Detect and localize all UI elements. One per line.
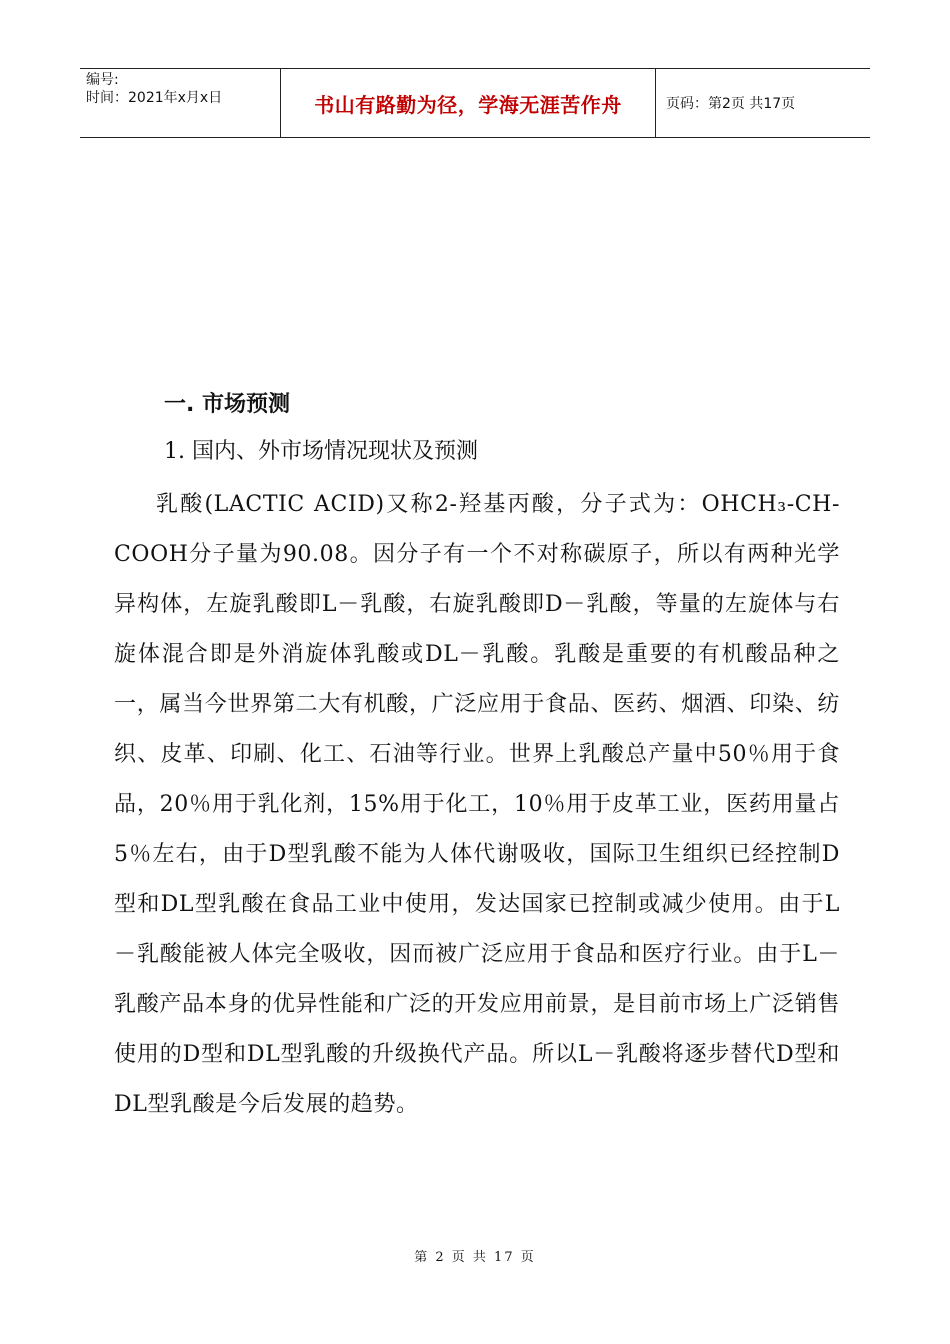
header-page-cell bbox=[656, 69, 870, 137]
header-meta-cell bbox=[80, 69, 281, 137]
header-motto: 书山有路勤为径，学海无涯苦作舟 bbox=[314, 92, 622, 117]
body-paragraph: 乳酸(LACTIC ACID)又称2-羟基丙酸，分子式为：OHCH₃-CH-COOH分子量为90.08。因分子有一个不对称碳原子，所以有两种光学异构体，左旋乳酸即L－乳酸，右旋乳酸即D－乳酸，等量的左旋体与右旋体混合即是外消旋体乳酸或DL－乳酸。乳酸是重要的有机酸品种之一，属当今世界第二大有机酸，广泛应用于食品、医药、烟酒、印染、纺织、皮革、印刷、化工、石油等行业。世界上乳酸总产量中50％用于食品，20％用于乳化剂，15%用于化工，10％用于皮革工业，医药用量占5％左右，由于D型乳酸不能为人体代谢吸收，国际卫生组织已经控制D型和DL型乳酸在食品工业中使用，发达国家已控制或减少使用。由于L－乳酸能被人体完全吸收，因而被广泛应用于食品和医疗行业。由于L－乳酸产品本身的优异性能和广泛的开发应用前景，是目前市场上广泛销售使用的D型和DL型乳酸的升级换代产品。所以L－乳酸将逐步替代D型和DL型乳酸是今后发展的趋势。 bbox=[114, 492, 840, 1117]
page-header bbox=[80, 68, 870, 138]
header-motto-cell bbox=[281, 69, 656, 137]
doc-time-label: 时间：2021年x月x日 bbox=[86, 90, 223, 106]
doc-code-label: 编号: bbox=[86, 72, 119, 88]
page-footer: 第 2 页 共 17 页 bbox=[414, 1250, 536, 1265]
document-body bbox=[114, 386, 840, 1130]
header-page-info: 页码：第2页 共17页 bbox=[666, 96, 796, 112]
section-title: 一. 市场预测 bbox=[164, 392, 291, 417]
subsection-title: 1. 国内、外市场情况现状及预测 bbox=[164, 439, 478, 464]
